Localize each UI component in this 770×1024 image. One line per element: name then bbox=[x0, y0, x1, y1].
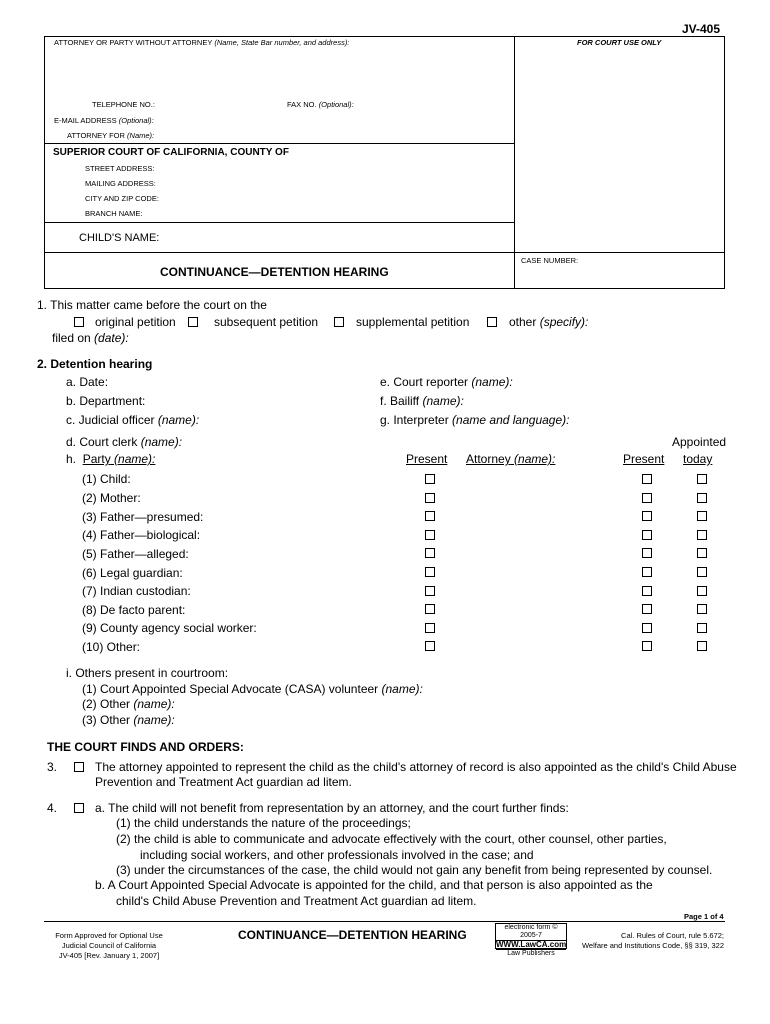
fax-optional: (Optional): bbox=[318, 100, 354, 109]
party-header-row bbox=[66, 452, 155, 466]
item4a3-text: (3) under the circumstances of the case, the child would not gain any benefit from being represented by counsel. bbox=[116, 863, 713, 877]
attorney-present-checkbox[interactable] bbox=[642, 641, 652, 651]
branch-name-label: BRANCH NAME: bbox=[85, 209, 143, 218]
appointed-today-header: today bbox=[683, 452, 713, 466]
filed-on-row bbox=[52, 331, 129, 345]
bailiff-label: f. Bailiff bbox=[380, 394, 420, 408]
attorney-for-hint: (Name): bbox=[127, 131, 155, 140]
attorney-present-checkbox[interactable] bbox=[642, 474, 652, 484]
other-present-row bbox=[82, 713, 175, 727]
form-title: CONTINUANCE—DETENTION HEARING bbox=[160, 265, 389, 279]
item3-number: 3. bbox=[47, 760, 58, 774]
other-petition-row bbox=[509, 315, 588, 329]
supplemental-petition-checkbox[interactable] bbox=[334, 317, 344, 327]
attorney-present-checkbox[interactable] bbox=[642, 548, 652, 558]
item4a2-text-line1: (2) the child is able to communicate and advocate effectively with the court, other counsel, other parties, bbox=[116, 832, 667, 846]
form-number: JV-405 bbox=[682, 22, 721, 36]
appointed-today-checkbox[interactable] bbox=[697, 493, 707, 503]
page-number: Page 1 of 4 bbox=[684, 912, 724, 921]
appointed-today-checkbox[interactable] bbox=[697, 511, 707, 521]
attorney-present-checkbox[interactable] bbox=[642, 530, 652, 540]
footer-right-block bbox=[560, 931, 724, 951]
footer-council: Judicial Council of California bbox=[61, 941, 157, 950]
party-present-checkbox[interactable] bbox=[425, 567, 435, 577]
filed-on-label: filed on bbox=[52, 331, 91, 345]
attorney-present-checkbox[interactable] bbox=[642, 604, 652, 614]
court-reporter-hint: (name): bbox=[471, 375, 513, 389]
other-present-label: (2) Other bbox=[82, 697, 131, 711]
case-number-label: CASE NUMBER: bbox=[521, 256, 579, 265]
fax-label: FAX NO. bbox=[287, 100, 317, 109]
attorney-header bbox=[466, 452, 555, 466]
others-present-heading: i. Others present in courtroom: bbox=[66, 666, 229, 680]
stamp-copyright: electronic form © 2005-7 bbox=[504, 924, 558, 939]
date-label: a. Date: bbox=[66, 375, 109, 389]
party-row-label: (10) Other: bbox=[82, 640, 141, 654]
other-present-row bbox=[82, 697, 175, 711]
stamp-website: WWW.LawCA.com bbox=[496, 940, 567, 949]
party-row-label: (3) Father—presumed: bbox=[82, 510, 204, 524]
attorney-present-header: Present bbox=[623, 452, 665, 466]
court-clerk-hint: (name): bbox=[140, 435, 183, 449]
item4-checkbox[interactable] bbox=[74, 803, 84, 813]
subsequent-petition-label: subsequent petition bbox=[214, 315, 319, 329]
court-finds-heading: THE COURT FINDS AND ORDERS: bbox=[47, 740, 244, 754]
appointed-today-checkbox[interactable] bbox=[697, 641, 707, 651]
party-row-label: (4) Father—biological: bbox=[82, 528, 201, 542]
party-row-label: (9) County agency social worker: bbox=[82, 621, 257, 635]
other-petition-checkbox[interactable] bbox=[487, 317, 497, 327]
appointed-today-checkbox[interactable] bbox=[697, 530, 707, 540]
subsequent-petition-checkbox[interactable] bbox=[188, 317, 198, 327]
party-present-checkbox[interactable] bbox=[425, 530, 435, 540]
fax-label-row bbox=[287, 100, 354, 109]
party-row-label: (6) Legal guardian: bbox=[82, 566, 183, 580]
supplemental-petition-label: supplemental petition bbox=[356, 315, 470, 329]
party-row-label: (8) De facto parent: bbox=[82, 603, 186, 617]
attorney-present-checkbox[interactable] bbox=[642, 567, 652, 577]
footer-divider bbox=[44, 921, 725, 922]
header-divider-title bbox=[44, 252, 725, 253]
footer-revision: JV-405 [Rev. January 1, 2007] bbox=[58, 951, 160, 960]
attorney-label: Attorney bbox=[466, 452, 511, 466]
attorney-for-row bbox=[67, 131, 154, 140]
court-reporter-label: e. Court reporter bbox=[380, 375, 469, 389]
attorney-label: ATTORNEY OR PARTY WITHOUT ATTORNEY bbox=[54, 38, 213, 47]
other-present-hint: (name): bbox=[133, 697, 175, 711]
header-top-border bbox=[44, 36, 725, 37]
party-present-checkbox[interactable] bbox=[425, 474, 435, 484]
header-bottom-border bbox=[44, 288, 725, 289]
header-divider-child bbox=[44, 222, 514, 223]
appointed-today-checkbox[interactable] bbox=[697, 604, 707, 614]
stamp-publisher: Law Publishers bbox=[507, 950, 555, 957]
footer-title: CONTINUANCE—DETENTION HEARING bbox=[238, 928, 467, 942]
bailiff-row bbox=[380, 394, 464, 408]
item4a2-text-line2: including social workers, and other professionals involved in the case; and bbox=[140, 848, 534, 862]
party-row-label: (2) Mother: bbox=[82, 491, 141, 505]
bailiff-hint: (name): bbox=[422, 394, 464, 408]
footer-approval: Form Approved for Optional Use bbox=[55, 931, 163, 940]
party-present-checkbox[interactable] bbox=[425, 641, 435, 651]
item1-text: 1. This matter came before the court on the bbox=[37, 298, 267, 312]
attorney-label-row bbox=[54, 38, 349, 47]
other-petition-label: other bbox=[509, 315, 537, 329]
item4a1-text: (1) the child understands the nature of the proceedings; bbox=[116, 816, 411, 830]
item4b-text-line1: b. A Court Appointed Special Advocate is appointed for the child, and that person is also appointed as the bbox=[95, 878, 653, 892]
attorney-for-label: ATTORNEY FOR bbox=[67, 131, 125, 140]
court-clerk-label: d. Court clerk bbox=[66, 435, 138, 449]
mailing-address-label: MAILING ADDRESS: bbox=[85, 179, 156, 188]
party-present-checkbox[interactable] bbox=[425, 511, 435, 521]
party-row-label: (1) Child: bbox=[82, 472, 131, 486]
party-present-checkbox[interactable] bbox=[425, 586, 435, 596]
party-header bbox=[83, 452, 156, 466]
party-present-checkbox[interactable] bbox=[425, 623, 435, 633]
appointed-today-checkbox[interactable] bbox=[697, 567, 707, 577]
casa-volunteer-label: (1) Court Appointed Special Advocate (CASA) volunteer bbox=[82, 682, 379, 696]
childs-name-label: CHILD'S NAME: bbox=[79, 232, 160, 244]
party-present-checkbox[interactable] bbox=[425, 548, 435, 558]
original-petition-checkbox[interactable] bbox=[74, 317, 84, 327]
court-clerk-row bbox=[66, 435, 182, 449]
footer-code: Welfare and Institutions Code, §§ 319, 322 bbox=[581, 941, 724, 950]
judicial-officer-row bbox=[66, 413, 199, 427]
email-optional: (Optional): bbox=[118, 116, 154, 125]
item4b-text-line2: child's Child Abuse Prevention and Treatment Act guardian ad litem. bbox=[116, 894, 477, 908]
casa-volunteer-row bbox=[82, 682, 423, 696]
other-present-label: (3) Other bbox=[82, 713, 131, 727]
party-row-label: (7) Indian custodian: bbox=[82, 584, 191, 598]
attorney-hint: (Name, State Bar number, and address): bbox=[214, 38, 350, 47]
judicial-officer-label: c. Judicial officer bbox=[66, 413, 155, 427]
item4-number: 4. bbox=[47, 801, 58, 815]
attorney-hint: (name): bbox=[514, 452, 556, 466]
street-address-label: STREET ADDRESS: bbox=[85, 164, 155, 173]
email-label: E-MAIL ADDRESS bbox=[54, 116, 117, 125]
original-petition-label: original petition bbox=[95, 315, 176, 329]
attorney-present-checkbox[interactable] bbox=[642, 623, 652, 633]
other-specify-hint: (specify): bbox=[539, 315, 589, 329]
appointed-today-checkbox[interactable] bbox=[697, 474, 707, 484]
appointed-header: Appointed bbox=[672, 435, 727, 449]
judicial-officer-hint: (name): bbox=[157, 413, 200, 427]
court-use-label: FOR COURT USE ONLY bbox=[577, 38, 662, 47]
item3-text-line1: The attorney appointed to represent the child as the child's attorney of record is also appointed as the child's Child Abuse bbox=[95, 760, 737, 774]
header-divider-court bbox=[44, 143, 514, 144]
appointed-today-checkbox[interactable] bbox=[697, 548, 707, 558]
present-header: Present bbox=[406, 452, 448, 466]
attorney-present-checkbox[interactable] bbox=[642, 493, 652, 503]
publisher-stamp bbox=[495, 923, 567, 957]
interpreter-hint: (name and language): bbox=[452, 413, 570, 427]
telephone-label: TELEPHONE NO.: bbox=[92, 100, 155, 109]
party-h-label: h. bbox=[66, 452, 77, 466]
party-label: Party bbox=[82, 452, 111, 466]
item4a-text: a. The child will not benefit from representation by an attorney, and the court further finds: bbox=[95, 801, 569, 815]
interpreter-row bbox=[380, 413, 569, 427]
party-hint: (name): bbox=[114, 452, 156, 466]
party-present-checkbox[interactable] bbox=[425, 604, 435, 614]
appointed-today-checkbox[interactable] bbox=[697, 586, 707, 596]
casa-volunteer-hint: (name): bbox=[381, 682, 423, 696]
filed-on-date-hint: (date): bbox=[94, 331, 129, 345]
attorney-present-checkbox[interactable] bbox=[642, 511, 652, 521]
party-present-checkbox[interactable] bbox=[425, 493, 435, 503]
department-label: b. Department: bbox=[66, 394, 146, 408]
court-reporter-row bbox=[380, 375, 513, 389]
other-present-hint: (name): bbox=[133, 713, 175, 727]
court-title: SUPERIOR COURT OF CALIFORNIA, COUNTY OF bbox=[53, 147, 289, 158]
city-zip-label: CITY AND ZIP CODE: bbox=[85, 194, 159, 203]
party-row-label: (5) Father—alleged: bbox=[82, 547, 189, 561]
email-label-row bbox=[54, 116, 154, 125]
footer-left-block bbox=[44, 931, 174, 961]
attorney-present-checkbox[interactable] bbox=[642, 586, 652, 596]
appointed-today-checkbox[interactable] bbox=[697, 623, 707, 633]
interpreter-label: g. Interpreter bbox=[380, 413, 449, 427]
detention-hearing-heading: 2. Detention hearing bbox=[37, 357, 153, 371]
item3-text-line2: Prevention and Treatment Act guardian ad litem. bbox=[95, 775, 352, 789]
item3-checkbox[interactable] bbox=[74, 762, 84, 772]
footer-rules: Cal. Rules of Court, rule 5.672; bbox=[621, 931, 724, 940]
